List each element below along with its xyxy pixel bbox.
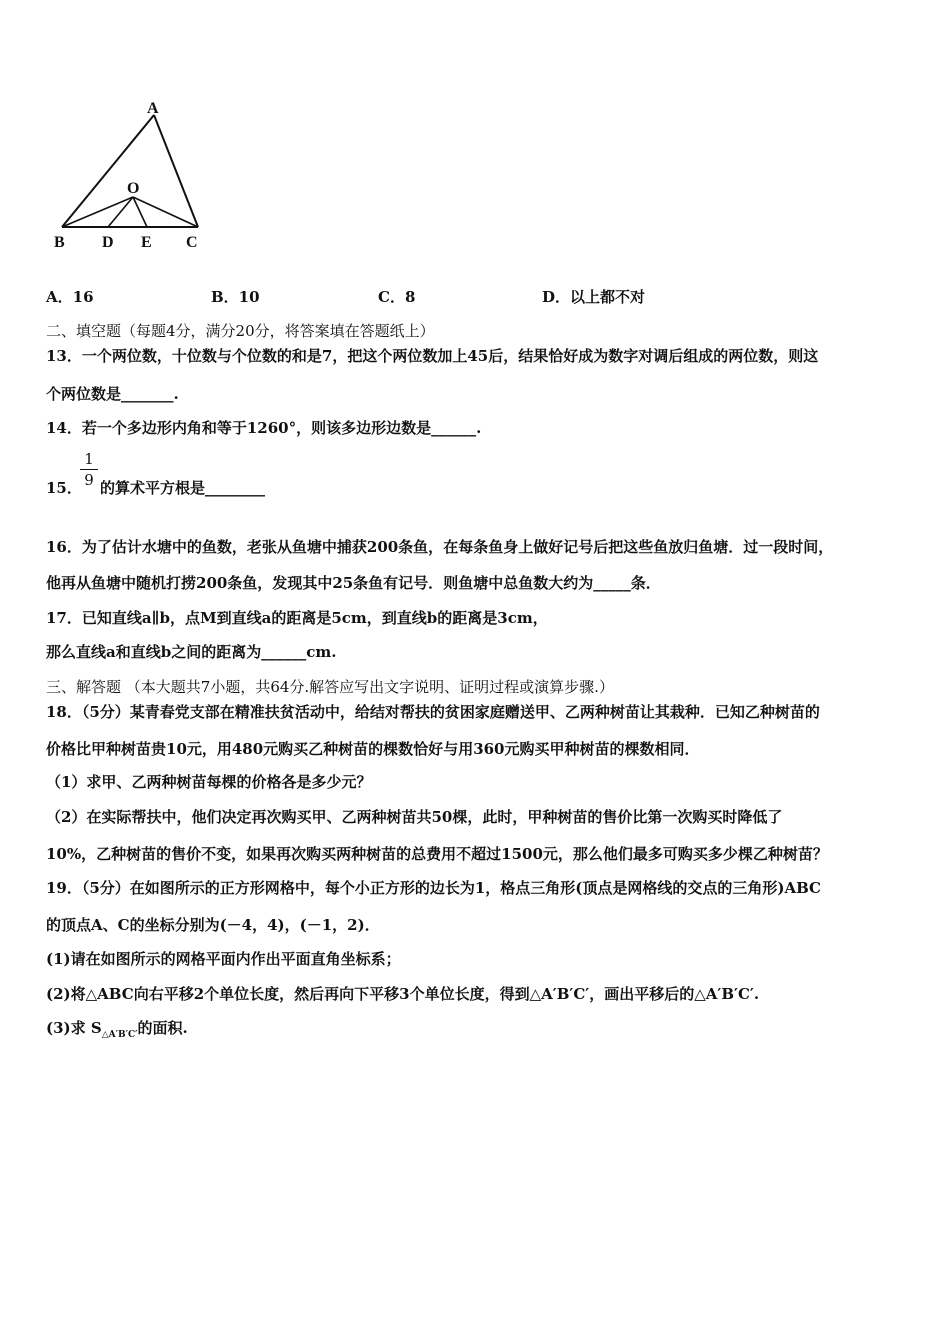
segment-AB	[62, 115, 154, 227]
q15-denominator: 9	[84, 471, 94, 489]
q19-line2: 的顶点A、C的坐标分别为(－4，4)，(－1，2)．	[46, 916, 380, 934]
label-B: B	[54, 234, 65, 251]
q19-part1: (1)请在如图所示的网格平面内作出平面直角坐标系；	[46, 950, 401, 968]
q13-line2: 个两位数是_______.	[46, 385, 179, 403]
q19-part3	[46, 1017, 188, 1040]
q18-part2-line2: 10%，乙种树苗的售价不变，如果再次购买两种树苗的总费用不超过1500元，那么他们最多可购买多少棵乙种树苗？	[46, 845, 828, 863]
q15-fraction	[80, 450, 98, 489]
section3-header: 三、解答题 （本大题共7小题，共64分.解答应写出文字说明、证明过程或演算步骤.）	[46, 678, 614, 696]
q19-line1: 19．（5分）在如图所示的正方形网格中，每个小正方形的边长为1，格点三角形(顶点是网格线的交点的三角形)ABC	[46, 879, 821, 897]
section2-header: 二、填空题（每题4分，满分20分，将答案填在答题纸上）	[46, 322, 435, 340]
q15-suffix: 的算术平方根是________	[100, 479, 266, 497]
q19-part2: (2)将△ABC向右平移2个单位长度，然后再向下平移3个单位长度，得到△A′B′C′，画出平移后的△A′B′C′.	[46, 985, 760, 1003]
option-d: D．以上都不对	[542, 288, 646, 306]
label-A: A	[147, 100, 159, 117]
q18-line2: 价格比甲种树苗贵10元，用480元购买乙种树苗的棵数恰好与用360元购买甲种树苗的棵数相同．	[46, 740, 700, 758]
q17-line2: 那么直线a和直线b之间的距离为______cm.	[46, 643, 337, 661]
triangle-figure	[40, 95, 230, 255]
q19-part3-prefix: (3)求 S	[46, 1019, 102, 1037]
q19-part3-suffix: 的面积.	[137, 1019, 188, 1037]
label-C: C	[186, 234, 198, 251]
segment-OE	[133, 197, 147, 227]
q18-part2-line1: （2）在实际帮扶中，他们决定再次购买甲、乙两种树苗共50棵，此时，甲种树苗的售价比第一次购买时降低了	[46, 808, 783, 826]
q14-text: 14．若一个多边形内角和等于1260°，则该多边形边数是______.	[46, 419, 482, 437]
q15-prefix: 15．	[46, 479, 82, 497]
option-a: A．16	[46, 288, 94, 306]
q13-line1: 13．一个两位数，十位数与个位数的和是7，把这个两位数加上45后，结果恰好成为数字对调后组成的两位数，则这	[46, 347, 819, 365]
option-b: B．10	[211, 288, 260, 306]
q15-numerator: 1	[84, 450, 94, 468]
q16-line2: 他再从鱼塘中随机打捞200条鱼，发现其中25条鱼有记号．则鱼塘中总鱼数大约为_____条．	[46, 574, 661, 592]
q18-line1: 18．（5分）某青春党支部在精准扶贫活动中，给结对帮扶的贫困家庭赠送甲、乙两种树苗让其栽种．已知乙种树苗的	[46, 703, 820, 721]
label-D: D	[102, 234, 114, 251]
label-E: E	[141, 234, 152, 251]
q19-part3-subscript: △A′B′C′	[101, 1030, 138, 1040]
fraction-bar	[80, 469, 98, 470]
q18-part1: （1）求甲、乙两种树苗每棵的价格各是多少元？	[46, 773, 372, 791]
label-O: O	[127, 180, 140, 197]
q16-line1: 16．为了估计水塘中的鱼数，老张从鱼塘中捕获200条鱼，在每条鱼身上做好记号后把这些鱼放归鱼塘．过一段时间，	[46, 538, 834, 556]
segment-OB	[62, 197, 133, 227]
option-c: C．8	[378, 288, 416, 306]
q17-line1: 17．已知直线a∥b，点M到直线a的距离是5cm，到直线b的距离是3cm，	[46, 609, 548, 627]
